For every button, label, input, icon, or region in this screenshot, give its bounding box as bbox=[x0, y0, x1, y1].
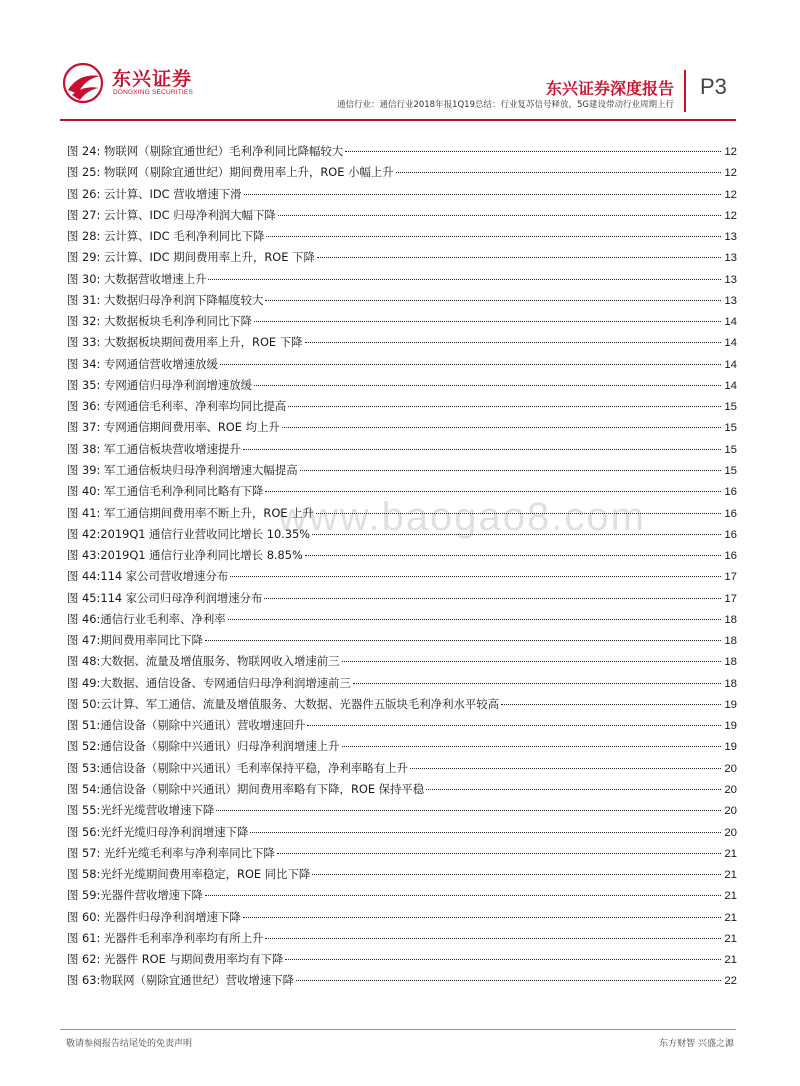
toc-entry[interactable] bbox=[67, 441, 737, 462]
toc-entry[interactable] bbox=[67, 186, 737, 207]
toc-entry-label: 图 24: 物联网（剔除宜通世纪）毛利净利同比降幅较大 bbox=[67, 144, 344, 158]
toc-dot-leader bbox=[265, 491, 721, 492]
toc-entry[interactable] bbox=[67, 760, 737, 781]
toc-dot-leader bbox=[243, 917, 722, 918]
toc-entry-label: 图 30: 大数据营收增速上升 bbox=[67, 271, 207, 286]
toc-entry-label: 图 43:2019Q1 通信行业净利同比增长 8.85% bbox=[67, 548, 303, 563]
footer-rule bbox=[60, 1029, 736, 1030]
toc-entry[interactable] bbox=[67, 972, 737, 993]
toc-entry-page: 16 bbox=[724, 507, 737, 520]
toc-dot-leader bbox=[317, 257, 721, 258]
toc-entry-page: 15 bbox=[724, 422, 737, 435]
toc-dot-leader bbox=[244, 194, 722, 195]
toc-entry-page: 14 bbox=[724, 337, 737, 350]
toc-entry[interactable] bbox=[67, 845, 737, 866]
toc-dot-leader bbox=[230, 576, 721, 577]
logo-mark-icon bbox=[60, 62, 106, 104]
toc-entry-page: 12 bbox=[724, 146, 737, 158]
toc-entry-label: 图 40: 军工通信毛利净利同比略有下降 bbox=[67, 484, 264, 499]
toc-dot-leader bbox=[243, 449, 722, 450]
toc-entry-label: 图 61: 光器件毛利率净利率均有所上升 bbox=[67, 930, 264, 945]
toc-entry-label: 图 55:光纤光缆营收增速下降 bbox=[67, 803, 215, 818]
toc-entry-label: 图 42:2019Q1 通信行业营收同比增长 10.35% bbox=[67, 526, 311, 541]
toc-entry-page: 15 bbox=[724, 401, 737, 414]
toc-dot-leader bbox=[396, 172, 722, 173]
toc-dot-leader bbox=[312, 534, 721, 535]
toc-entry-page: 21 bbox=[724, 847, 737, 860]
toc-entry[interactable] bbox=[67, 164, 737, 185]
toc-entry[interactable] bbox=[67, 824, 737, 845]
toc-dot-leader bbox=[265, 938, 721, 939]
toc-dot-leader bbox=[278, 215, 722, 216]
footer-disclaimer: 敬请参阅报告结尾处的免责声明 bbox=[66, 1039, 193, 1049]
toc-entry-page: 15 bbox=[724, 464, 737, 477]
toc-entry-label: 图 53:通信设备（剔除中兴通讯）毛利率保持平稳，净利率略有上升 bbox=[67, 760, 408, 775]
toc-dot-leader bbox=[205, 640, 721, 641]
toc-dot-leader bbox=[265, 300, 721, 301]
toc-dot-leader bbox=[305, 342, 722, 343]
toc-entry[interactable] bbox=[67, 696, 737, 717]
toc-entry-page: 16 bbox=[724, 528, 737, 541]
toc-entry[interactable] bbox=[67, 207, 737, 228]
toc-entry-page: 20 bbox=[724, 762, 737, 775]
company-logo bbox=[60, 62, 210, 106]
page-number: P3 bbox=[700, 74, 727, 99]
toc-dot-leader bbox=[316, 513, 721, 514]
toc-entry-label: 图 33: 大数据板块期间费用率上升，ROE 下降 bbox=[67, 335, 303, 350]
toc-entry-label: 图 51:通信设备（剔除中兴通讯）营收增速回升 bbox=[67, 718, 306, 733]
toc-entry[interactable] bbox=[67, 887, 737, 908]
toc-entry-page: 22 bbox=[724, 975, 737, 988]
toc-entry-page: 19 bbox=[724, 741, 737, 754]
toc-dot-leader bbox=[254, 321, 721, 322]
toc-entry-label: 图 58:光纤光缆期间费用率稳定，ROE 同比下降 bbox=[67, 867, 311, 882]
toc-entry[interactable] bbox=[67, 930, 737, 951]
toc-dot-leader bbox=[250, 832, 721, 833]
toc-entry-page: 12 bbox=[724, 209, 737, 222]
toc-dot-leader bbox=[277, 853, 722, 854]
toc-entry-label: 图 27: 云计算、IDC 归母净利润大幅下降 bbox=[67, 207, 276, 222]
toc-entry[interactable] bbox=[67, 505, 737, 526]
toc-entry[interactable] bbox=[67, 802, 737, 823]
toc-entry-label: 图 35: 专网通信归母净利润增速放缓 bbox=[67, 377, 253, 392]
toc-entry[interactable] bbox=[67, 632, 737, 653]
toc-dot-leader bbox=[216, 810, 721, 811]
toc-entry-label: 图 60: 光器件归母净利润增速下降 bbox=[67, 909, 241, 924]
toc-entry[interactable] bbox=[67, 675, 737, 696]
toc-entry-page: 16 bbox=[724, 486, 737, 499]
toc-dot-leader bbox=[345, 151, 721, 152]
toc-entry[interactable] bbox=[67, 738, 737, 759]
toc-dot-leader bbox=[205, 895, 721, 896]
toc-entry-label: 图 57: 光纤光缆毛利率与净利率同比下降 bbox=[67, 845, 275, 860]
toc-entry-label: 图 37: 专网通信期间费用率、ROE 均上升 bbox=[67, 420, 280, 435]
toc-entry-label: 图 46:通信行业毛利率、净利率 bbox=[67, 611, 226, 626]
toc-entry-label: 图 32: 大数据板块毛利净利同比下降 bbox=[67, 314, 253, 329]
toc-entry-label: 图 49:大数据、通信设备、专网通信归母净利润增速前三 bbox=[67, 675, 351, 690]
toc-entry-label: 图 34: 专网通信营收增速放缓 bbox=[67, 356, 218, 371]
toc-entry-label: 图 59:光器件营收增速下降 bbox=[67, 888, 203, 903]
toc-entry-label: 图 56:光纤光缆归母净利润增速下降 bbox=[67, 824, 249, 839]
toc-entry-page: 12 bbox=[724, 167, 737, 180]
toc-dot-leader bbox=[305, 555, 721, 556]
toc-entry[interactable] bbox=[67, 951, 737, 972]
toc-entry-label: 图 26: 云计算、IDC 营收增速下滑 bbox=[67, 186, 242, 201]
toc-dot-leader bbox=[501, 704, 721, 705]
toc-entry-label: 图 44:114 家公司营收增速分布 bbox=[67, 569, 229, 584]
toc-entry-label: 图 38: 军工通信板块营收增速提升 bbox=[67, 441, 241, 456]
toc-entry[interactable] bbox=[67, 483, 737, 504]
toc-entry-page: 20 bbox=[724, 805, 737, 818]
toc-dot-leader bbox=[282, 427, 722, 428]
toc-entry[interactable] bbox=[67, 292, 737, 313]
toc-entry-page: 19 bbox=[724, 720, 737, 733]
report-subtitle: 通信行业：通信行业2018年报1Q19总结：行业复苏信号释放，5G建设带动行业周期上行 bbox=[336, 100, 674, 110]
watermark: www.baogao8.com bbox=[278, 495, 646, 539]
toc-entry-page: 13 bbox=[724, 231, 737, 244]
toc-entry-page: 14 bbox=[724, 316, 737, 329]
toc-entry-label: 图 41: 军工通信期间费用率不断上升，ROE 上升 bbox=[67, 505, 314, 520]
toc-entry-label: 图 52:通信设备（剔除中兴通讯）归母净利润增速上升 bbox=[67, 739, 340, 754]
toc-entry[interactable] bbox=[67, 909, 737, 930]
toc-entry-label: 图 50:云计算、军工通信、流量及增值服务、大数据、光器件五版块毛利净利水平较高 bbox=[67, 696, 500, 711]
toc-entry[interactable] bbox=[67, 717, 737, 738]
toc-entry-page: 18 bbox=[724, 613, 737, 626]
toc-entry-label: 图 63:物联网（剔除宜通世纪）营收增速下降 bbox=[67, 973, 294, 988]
toc-entry[interactable] bbox=[67, 590, 737, 611]
toc-entry-page: 21 bbox=[724, 869, 737, 882]
toc-dot-leader bbox=[300, 470, 722, 471]
toc-entry-page: 17 bbox=[724, 592, 737, 605]
toc-entry[interactable] bbox=[67, 249, 737, 270]
toc-entry-page: 13 bbox=[724, 273, 737, 286]
toc-entry[interactable] bbox=[67, 334, 737, 355]
toc-entry[interactable] bbox=[67, 398, 737, 419]
header-divider bbox=[684, 70, 686, 112]
toc-dot-leader bbox=[353, 683, 721, 684]
toc-dot-leader bbox=[266, 236, 721, 237]
toc-dot-leader bbox=[410, 768, 721, 769]
logo-english-name: DONGXING SECURITIES bbox=[113, 89, 194, 96]
toc-dot-leader bbox=[208, 279, 721, 280]
toc-entry-label: 图 62: 光器件 ROE 与期间费用率均有下降 bbox=[67, 952, 284, 967]
toc-entry-page: 20 bbox=[724, 826, 737, 839]
toc-entry[interactable] bbox=[67, 526, 737, 547]
toc-entry-page: 17 bbox=[724, 571, 737, 584]
toc-entry[interactable] bbox=[67, 419, 737, 440]
toc-entry-page: 14 bbox=[724, 379, 737, 392]
toc-entry-label: 图 48:大数据、流量及增值服务、物联网收入增速前三 bbox=[67, 654, 340, 669]
toc-entry-page: 21 bbox=[724, 890, 737, 903]
toc-entry-label: 图 54:通信设备（剔除中兴通讯）期间费用率略有下降，ROE 保持平稳 bbox=[67, 781, 425, 796]
toc-entry-page: 13 bbox=[724, 294, 737, 307]
toc-entry-page: 13 bbox=[724, 252, 737, 265]
toc-dot-leader bbox=[285, 959, 721, 960]
toc-entry-page: 18 bbox=[724, 635, 737, 648]
toc-dot-leader bbox=[288, 406, 721, 407]
toc-entry[interactable] bbox=[67, 313, 737, 334]
toc-entry[interactable] bbox=[67, 143, 737, 164]
toc-entry-label: 图 31: 大数据归母净利润下降幅度较大 bbox=[67, 292, 264, 307]
toc-dot-leader bbox=[342, 746, 722, 747]
toc-entry-page: 18 bbox=[724, 677, 737, 690]
toc-entry-page: 19 bbox=[724, 698, 737, 711]
page-header bbox=[0, 0, 800, 122]
toc-entry[interactable] bbox=[67, 866, 737, 887]
toc-entry-page: 14 bbox=[724, 358, 737, 371]
toc-entry-page: 18 bbox=[724, 656, 737, 669]
toc-entry[interactable] bbox=[67, 462, 737, 483]
toc-entry-page: 15 bbox=[724, 443, 737, 456]
logo-chinese-name: 东兴证券 bbox=[112, 68, 193, 90]
toc-entry-label: 图 29: 云计算、IDC 期间费用率上升，ROE 下降 bbox=[67, 250, 315, 265]
toc-entry-label: 图 45:114 家公司归母净利润增速分布 bbox=[67, 590, 263, 605]
toc-entry-label: 图 47:期间费用率同比下降 bbox=[67, 633, 203, 648]
footer-slogan: 东方财智 兴盛之源 bbox=[659, 1039, 734, 1049]
toc-entry[interactable] bbox=[67, 271, 737, 292]
toc-entry[interactable] bbox=[67, 377, 737, 398]
toc-entry-label: 图 39: 军工通信板块归母净利润增速大幅提高 bbox=[67, 462, 298, 477]
toc-entry-page: 21 bbox=[724, 932, 737, 945]
toc-dot-leader bbox=[342, 661, 722, 662]
toc-dot-leader bbox=[426, 789, 721, 790]
toc-entry-page: 16 bbox=[724, 550, 737, 563]
toc-dot-leader bbox=[296, 980, 721, 981]
toc-dot-leader bbox=[307, 725, 721, 726]
toc-entry[interactable] bbox=[67, 653, 737, 674]
toc-entry[interactable] bbox=[67, 611, 737, 632]
toc-entry[interactable] bbox=[67, 781, 737, 802]
toc-entry-label: 图 28: 云计算、IDC 毛利净利同比下降 bbox=[67, 229, 265, 244]
toc-entry-label: 图 36: 专网通信毛利率、净利率均同比提高 bbox=[67, 399, 287, 414]
toc-dot-leader bbox=[264, 598, 721, 599]
report-type-title: 东兴证券深度报告 bbox=[545, 79, 674, 98]
toc-dot-leader bbox=[220, 364, 721, 365]
toc-entry[interactable] bbox=[67, 228, 737, 249]
toc-dot-leader bbox=[312, 874, 721, 875]
toc-entry-page: 12 bbox=[724, 188, 737, 201]
toc-dot-leader bbox=[254, 385, 721, 386]
header-rule bbox=[60, 119, 736, 121]
toc-entry-page: 21 bbox=[724, 911, 737, 924]
toc-entry-page: 20 bbox=[724, 783, 737, 796]
toc-dot-leader bbox=[228, 619, 722, 620]
toc-entry[interactable] bbox=[67, 356, 737, 377]
toc-entry-page: 21 bbox=[724, 954, 737, 967]
toc-entry[interactable] bbox=[67, 547, 737, 568]
figure-list bbox=[67, 143, 737, 994]
toc-entry-label: 图 25: 物联网（剔除宜通世纪）期间费用率上升，ROE 小幅上升 bbox=[67, 165, 394, 180]
toc-entry[interactable] bbox=[67, 568, 737, 589]
